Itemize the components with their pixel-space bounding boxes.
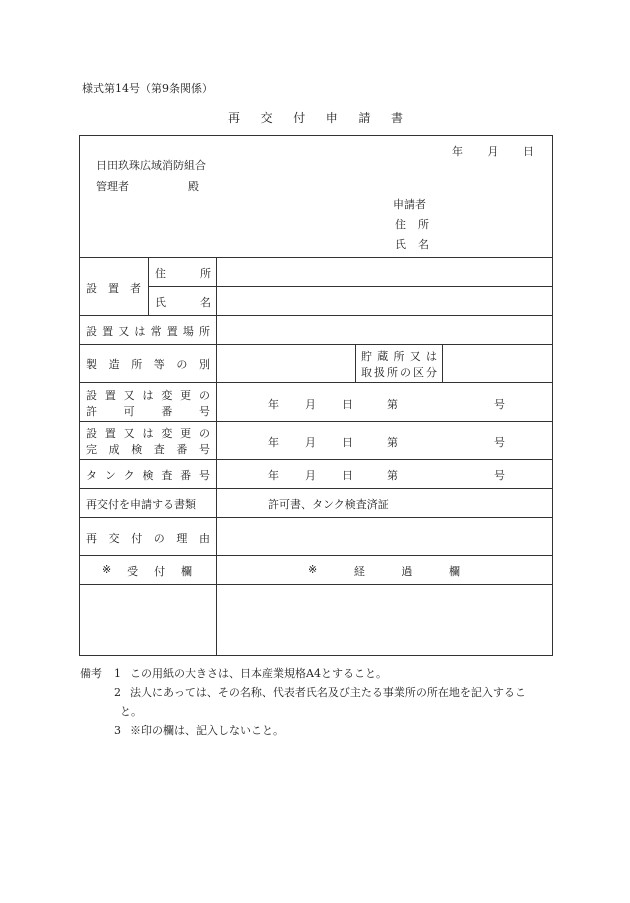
table-border-top (79, 135, 553, 136)
applicant-name-label: 氏 名 (395, 238, 429, 251)
installer-name-label: 氏 名 (155, 296, 211, 309)
installer-label: 設 置 者 (86, 282, 141, 295)
progress-header: ※ 経 過 欄 (308, 563, 460, 578)
note-number: 2 (114, 686, 121, 699)
completion-label-line2: 完 成 検 査 番 号 (86, 443, 210, 456)
documents-value: 許可書、タンク検査済証 (268, 498, 389, 511)
storage-label-line2: 取 扱 所 の 区 分 (361, 366, 437, 379)
addressee-honorific: 殿 (188, 180, 199, 193)
note-text-continued: と。 (120, 705, 142, 718)
divider (442, 344, 443, 382)
addressee-manager: 管理者 (96, 180, 129, 193)
permit-label-line1: 設 置 又 は 変 更 の (86, 389, 210, 402)
divider (79, 382, 553, 383)
completion-label-line1: 設 置 又 は 変 更 の (86, 427, 210, 440)
note-text: ※印の欄は、記入しないこと。 (130, 724, 284, 737)
divider (79, 344, 553, 345)
table-border-right (552, 135, 553, 656)
reception-header: ※ 受 付 欄 (102, 563, 192, 578)
table-border-bottom (79, 655, 553, 656)
divider (79, 555, 553, 556)
form-number: 様式第14号（第9条関係） (82, 82, 213, 95)
applicant-address-label: 住 所 (395, 218, 429, 231)
divider (216, 257, 217, 655)
note-number: 1 (114, 667, 121, 680)
table-border-left (79, 135, 80, 656)
divider (355, 344, 356, 382)
facility-type-label: 製 造 所 等 の 別 (86, 358, 210, 371)
form-page: 様式第14号（第9条関係） 再 交 付 申 請 書 年 月 日 日田玖珠広域消防組合 管理者 殿 申請者 住 所 氏 名 設 置 者 住 所 氏 名 設 置 又 は 常 置 場 所 製 造 所 等 の 別 貯 蔵 所 又 は 取 扱 所 の 区 分 設 置 又 は 変 更 の 許 可 番 号 年 月 日 第 号 設 置 又 は 変 更 の 完 成 検 査 番 号 年 月 日 第 号 タ ン ク 検 査 番 号 年 月 日 第 号 再交付を申請する書類 許可書、タンク検査済証 再 交 付 の 理 由 ※ 受 付 欄 ※ 経 過 欄 備考 1 この用紙の大きさは、日本産業規格A4とすること。 2 法人にあっては、その名称、代表者氏名及び主たる事業所の所在地を記入するこ と。 3 ※印の欄は、記入しないこと。 (0, 0, 630, 903)
divider (79, 488, 553, 489)
form-title: 再 交 付 申 請 書 (228, 111, 403, 125)
addressee-org: 日田玖珠広域消防組合 (96, 159, 206, 172)
divider (79, 257, 553, 258)
storage-label-line1: 貯 蔵 所 又 は (361, 350, 437, 363)
date-fields: 年 月 日 (452, 145, 534, 158)
note-number: 3 (114, 724, 121, 737)
reason-label: 再 交 付 の 理 由 (86, 532, 210, 545)
divider (79, 517, 553, 518)
divider (79, 421, 553, 422)
notes-label: 備考 (80, 667, 102, 680)
permit-label-line2: 許 可 番 号 (86, 405, 210, 418)
divider (148, 286, 553, 287)
installer-address-label: 住 所 (155, 267, 211, 280)
applicant-label: 申請者 (393, 198, 426, 211)
note-text: 法人にあっては、その名称、代表者氏名及び主たる事業所の所在地を記入するこ (130, 686, 526, 699)
note-text: この用紙の大きさは、日本産業規格A4とすること。 (130, 667, 387, 680)
divider (79, 459, 553, 460)
tank-inspection-label: タ ン ク 検 査 番 号 (86, 469, 210, 482)
divider (79, 315, 553, 316)
documents-label: 再交付を申請する書類 (86, 498, 196, 511)
location-label: 設 置 又 は 常 置 場 所 (86, 325, 210, 338)
divider (148, 257, 149, 315)
divider (79, 584, 553, 585)
